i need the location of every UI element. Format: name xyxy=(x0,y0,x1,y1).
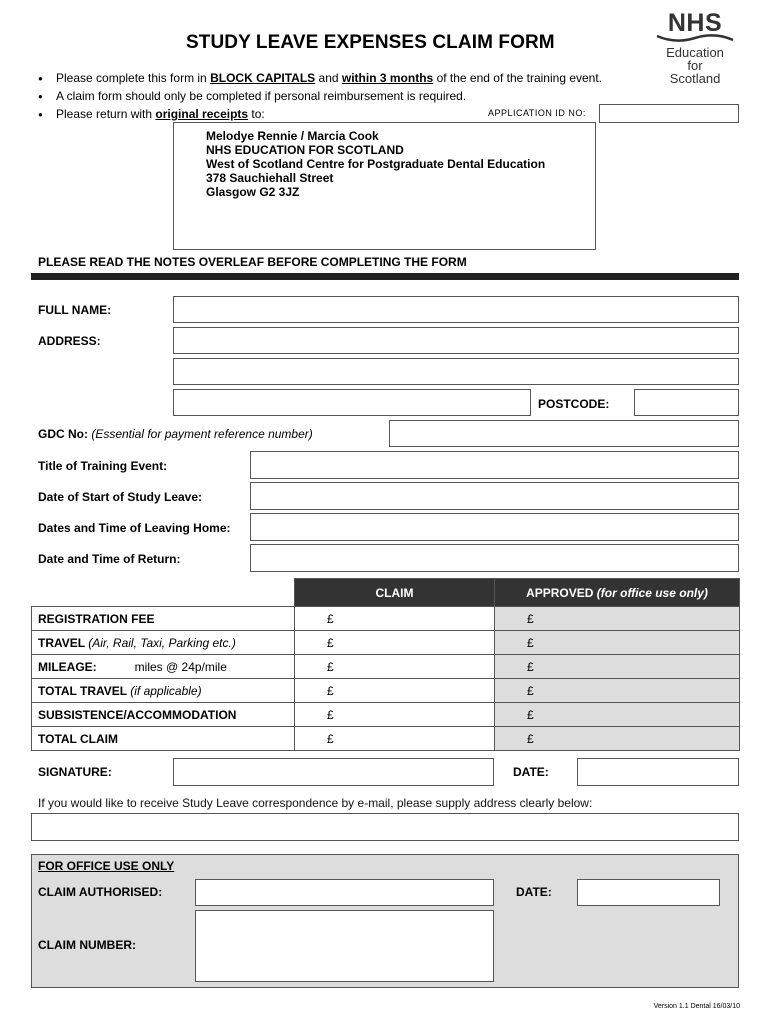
office-date-field[interactable] xyxy=(577,879,720,906)
row-label: SUBSISTENCE/ACCOMMODATION xyxy=(32,703,295,727)
table-row xyxy=(32,607,740,631)
leaving-home-field[interactable] xyxy=(250,513,739,541)
approved-column-header: APPROVED (for office use only) xyxy=(495,579,740,607)
logo-line2: for xyxy=(687,58,703,73)
logo-line1: Education xyxy=(666,45,724,60)
office-use-heading: FOR OFFICE USE ONLY xyxy=(38,859,175,873)
claim-column-header: CLAIM xyxy=(295,579,495,607)
version-text: Version 1.1 Dental 16/03/10 xyxy=(653,1003,740,1010)
approved-amount-field[interactable]: £ xyxy=(495,655,740,679)
claim-number-field[interactable] xyxy=(195,910,494,982)
email-note: If you would like to receive Study Leave correspondence by e-mail, please supply address clearly below: xyxy=(38,796,593,810)
table-row xyxy=(32,679,740,703)
gdc-label: GDC No: (Essential for payment reference number) xyxy=(38,427,313,441)
return-address: Melodye Rennie / Marcia Cook NHS EDUCATION FOR SCOTLAND West of Scotland Centre for Postgraduate Dental Education 378 Sauchiehall Street Glasgow G2 3JZ xyxy=(206,129,546,199)
row-label: MILEAGE: miles @ 24p/mile xyxy=(32,655,295,679)
training-title-field[interactable] xyxy=(250,451,739,479)
address-field-2[interactable] xyxy=(173,358,739,385)
approved-amount-field[interactable]: £ xyxy=(495,727,740,751)
table-row xyxy=(32,703,740,727)
read-notes-heading: PLEASE READ THE NOTES OVERLEAF BEFORE COMPLETING THE FORM xyxy=(38,255,467,269)
address-label: ADDRESS: xyxy=(38,334,101,348)
return-time-field[interactable] xyxy=(250,544,739,572)
application-id-field[interactable] xyxy=(599,104,739,123)
row-label: TOTAL CLAIM xyxy=(32,727,295,751)
postcode-label: POSTCODE: xyxy=(538,397,610,411)
row-label: TRAVEL (Air, Rail, Taxi, Parking etc.) xyxy=(32,631,295,655)
claim-authorised-field[interactable] xyxy=(195,879,494,906)
claim-amount-field[interactable]: £ xyxy=(295,727,495,751)
table-row xyxy=(32,631,740,655)
address-field-3[interactable] xyxy=(173,389,531,416)
full-name-label: FULL NAME: xyxy=(38,303,112,317)
return-time-label: Date and Time of Return: xyxy=(38,552,181,566)
signature-label: SIGNATURE: xyxy=(38,765,112,779)
application-id-label: APPLICATION ID NO: xyxy=(488,108,586,118)
signature-field[interactable] xyxy=(173,758,494,786)
claim-amount-field[interactable]: £ xyxy=(295,679,495,703)
table-row xyxy=(32,655,740,679)
gdc-field[interactable] xyxy=(389,420,739,447)
office-date-label: DATE: xyxy=(516,885,552,899)
start-date-label: Date of Start of Study Leave: xyxy=(38,490,203,504)
claim-authorised-label: CLAIM AUTHORISED: xyxy=(38,885,163,899)
table-row xyxy=(32,727,740,751)
instruction-1: ● Please complete this form in BLOCK CAPITALS and within 3 months of the end of the training event. xyxy=(38,69,602,87)
postcode-field[interactable] xyxy=(634,389,739,416)
claim-number-label: CLAIM NUMBER: xyxy=(38,938,136,952)
start-date-field[interactable] xyxy=(250,482,739,510)
address-field-1[interactable] xyxy=(173,327,739,354)
instruction-3: ● Please return with original receipts to: xyxy=(38,105,602,123)
claim-amount-field[interactable]: £ xyxy=(295,703,495,727)
approved-amount-field[interactable]: £ xyxy=(495,607,740,631)
full-name-field[interactable] xyxy=(173,296,739,323)
claim-amount-field[interactable]: £ xyxy=(295,631,495,655)
leaving-home-label: Dates and Time of Leaving Home: xyxy=(38,521,231,535)
form-title: STUDY LEAVE EXPENSES CLAIM FORM xyxy=(186,32,555,53)
logo-nhs-text: NHS xyxy=(667,9,723,37)
claim-header-row xyxy=(32,579,740,607)
section-divider xyxy=(31,273,739,280)
row-label: REGISTRATION FEE xyxy=(32,607,295,631)
claim-amount-field[interactable]: £ xyxy=(295,607,495,631)
instruction-2: ● A claim form should only be completed if personal reimbursement is required. xyxy=(38,87,602,105)
nhs-logo xyxy=(650,10,740,85)
approved-amount-field[interactable]: £ xyxy=(495,631,740,655)
date-label: DATE: xyxy=(513,765,549,779)
training-title-label: Title of Training Event: xyxy=(38,459,168,473)
email-field[interactable] xyxy=(31,813,739,841)
claim-amount-field[interactable]: £ xyxy=(295,655,495,679)
logo-line3: Scotland xyxy=(669,71,721,86)
claim-table xyxy=(31,578,740,751)
approved-amount-field[interactable]: £ xyxy=(495,679,740,703)
date-field[interactable] xyxy=(577,758,739,786)
row-label: TOTAL TRAVEL (if applicable) xyxy=(32,679,295,703)
approved-amount-field[interactable]: £ xyxy=(495,703,740,727)
